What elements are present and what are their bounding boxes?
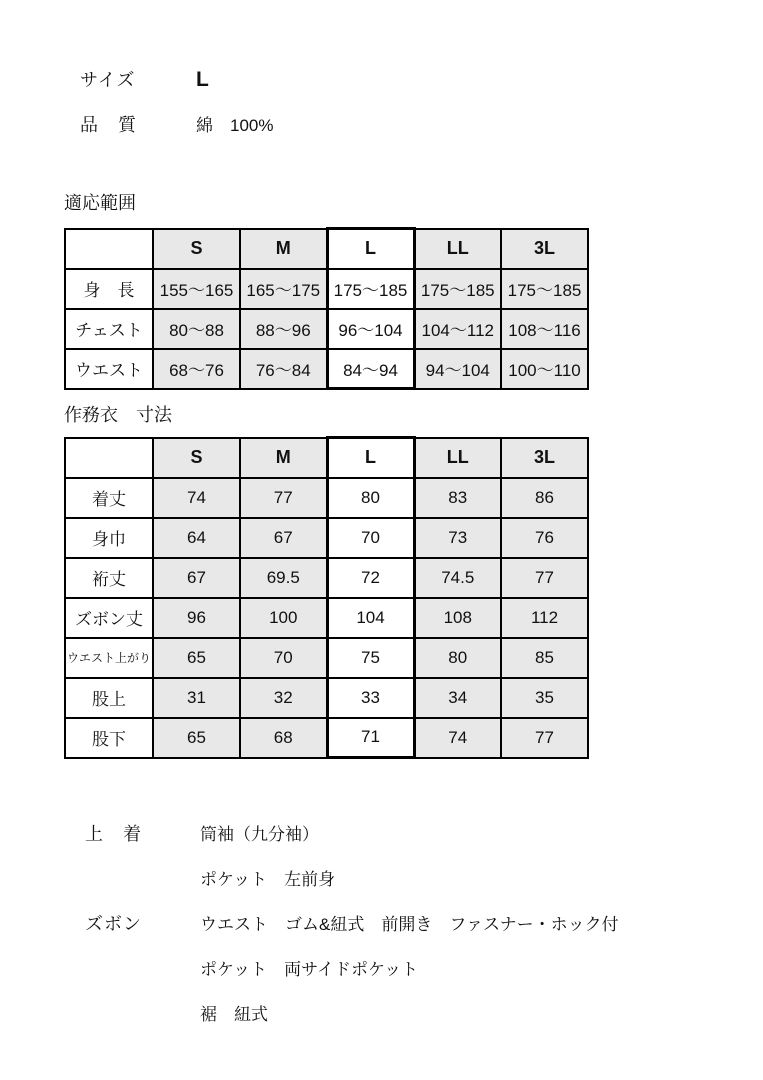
table-row [65, 269, 588, 309]
size-column-header-m: M [240, 438, 327, 478]
table-cell: 165～175 [240, 269, 327, 309]
range-section-title: 適応範囲 [64, 193, 136, 213]
table-cell: 88～96 [240, 309, 327, 349]
table-cell: 31 [153, 678, 240, 718]
table-header-row [65, 438, 588, 478]
quality-row [80, 111, 273, 137]
row-label: 身巾 [65, 518, 153, 558]
table-cell: 96～104 [327, 309, 414, 349]
applicable-range-table [64, 227, 589, 390]
size-column-header-3l: 3L [501, 229, 588, 269]
row-label: ウエスト上がり [65, 638, 153, 678]
table-cell: 70 [327, 518, 414, 558]
table-row [65, 478, 588, 518]
table-cell: 74.5 [414, 558, 501, 598]
table-cell: 80～88 [153, 309, 240, 349]
table-cell: 72 [327, 558, 414, 598]
table-cell: 100 [240, 598, 327, 638]
size-column-header-s: S [153, 229, 240, 269]
table-cell: 108～116 [501, 309, 588, 349]
table-cell: 74 [153, 478, 240, 518]
table-cell: 94～104 [414, 349, 501, 389]
detail-row [85, 865, 619, 910]
table-cell: 86 [501, 478, 588, 518]
detail-label: ズボン [85, 914, 142, 934]
table-cell: 69.5 [240, 558, 327, 598]
size-row [80, 66, 209, 92]
quality-value: 綿 100% [196, 116, 274, 135]
detail-label: 上 着 [85, 824, 142, 844]
row-label: 裄丈 [65, 558, 153, 598]
detail-row [85, 1000, 619, 1045]
detail-text: 筒袖（九分袖） [200, 825, 319, 844]
product-details [85, 820, 619, 1045]
size-column-header-3l: 3L [501, 438, 588, 478]
size-value: L [196, 68, 209, 91]
table-cell: 76 [501, 518, 588, 558]
quality-label: 品 質 [80, 115, 137, 135]
table-cell: 75 [327, 638, 414, 678]
table-cell: 77 [240, 478, 327, 518]
size-column-header-l: L [327, 229, 414, 269]
table-cell: 35 [501, 678, 588, 718]
table-cell: 85 [501, 638, 588, 678]
table-cell: 112 [501, 598, 588, 638]
row-label: 股下 [65, 718, 153, 758]
table-cell: 84～94 [327, 349, 414, 389]
table-row [65, 309, 588, 349]
table-cell: 68 [240, 718, 327, 758]
table-header-row [65, 229, 588, 269]
dimensions-section-title: 作務衣 寸法 [64, 405, 172, 425]
table-cell: 70 [240, 638, 327, 678]
table-cell: 77 [501, 558, 588, 598]
table-row [65, 349, 588, 389]
table-cell: 83 [414, 478, 501, 518]
table-cell: 155～165 [153, 269, 240, 309]
table-cell: 71 [327, 718, 414, 758]
detail-text: ポケット 左前身 [200, 870, 336, 889]
table-cell: 73 [414, 518, 501, 558]
table-cell: 76～84 [240, 349, 327, 389]
size-column-header-m: M [240, 229, 327, 269]
detail-text: 裾 紐式 [200, 1005, 268, 1024]
table-cell: 100～110 [501, 349, 588, 389]
row-label: チェスト [65, 309, 153, 349]
row-label: 着丈 [65, 478, 153, 518]
table-cell: 67 [153, 558, 240, 598]
table-row [65, 638, 588, 678]
table-row [65, 678, 588, 718]
detail-row [85, 910, 619, 955]
garment-dimensions-table [64, 436, 589, 759]
row-label: 身 長 [65, 269, 153, 309]
table-cell: 108 [414, 598, 501, 638]
table-row [65, 598, 588, 638]
size-column-header-ll: LL [414, 229, 501, 269]
row-label: ウエスト [65, 349, 153, 389]
table-cell: 67 [240, 518, 327, 558]
table-cell: 32 [240, 678, 327, 718]
detail-text: ウエスト ゴム&紐式 前開き ファスナー・ホック付 [200, 915, 619, 934]
table-row [65, 558, 588, 598]
row-label: ズボン丈 [65, 598, 153, 638]
table-cell: 104～112 [414, 309, 501, 349]
size-column-header-s: S [153, 438, 240, 478]
table-cell: 175～185 [414, 269, 501, 309]
table-cell: 68～76 [153, 349, 240, 389]
table-cell: 96 [153, 598, 240, 638]
table-cell: 80 [414, 638, 501, 678]
row-label: 股上 [65, 678, 153, 718]
table-cell: 80 [327, 478, 414, 518]
table-cell: 64 [153, 518, 240, 558]
detail-row [85, 820, 619, 865]
table-cell: 33 [327, 678, 414, 718]
table-cell: 175～185 [501, 269, 588, 309]
table-cell: 65 [153, 718, 240, 758]
detail-text: ポケット 両サイドポケット [200, 960, 419, 979]
table-corner-cell [65, 229, 153, 269]
table-row [65, 718, 588, 758]
size-column-header-l: L [327, 438, 414, 478]
detail-row [85, 955, 619, 1000]
table-cell: 104 [327, 598, 414, 638]
table-cell: 65 [153, 638, 240, 678]
table-cell: 77 [501, 718, 588, 758]
table-corner-cell [65, 438, 153, 478]
table-row [65, 518, 588, 558]
table-cell: 175～185 [327, 269, 414, 309]
size-label: サイズ [80, 70, 136, 90]
size-column-header-ll: LL [414, 438, 501, 478]
table-cell: 34 [414, 678, 501, 718]
table-cell: 74 [414, 718, 501, 758]
